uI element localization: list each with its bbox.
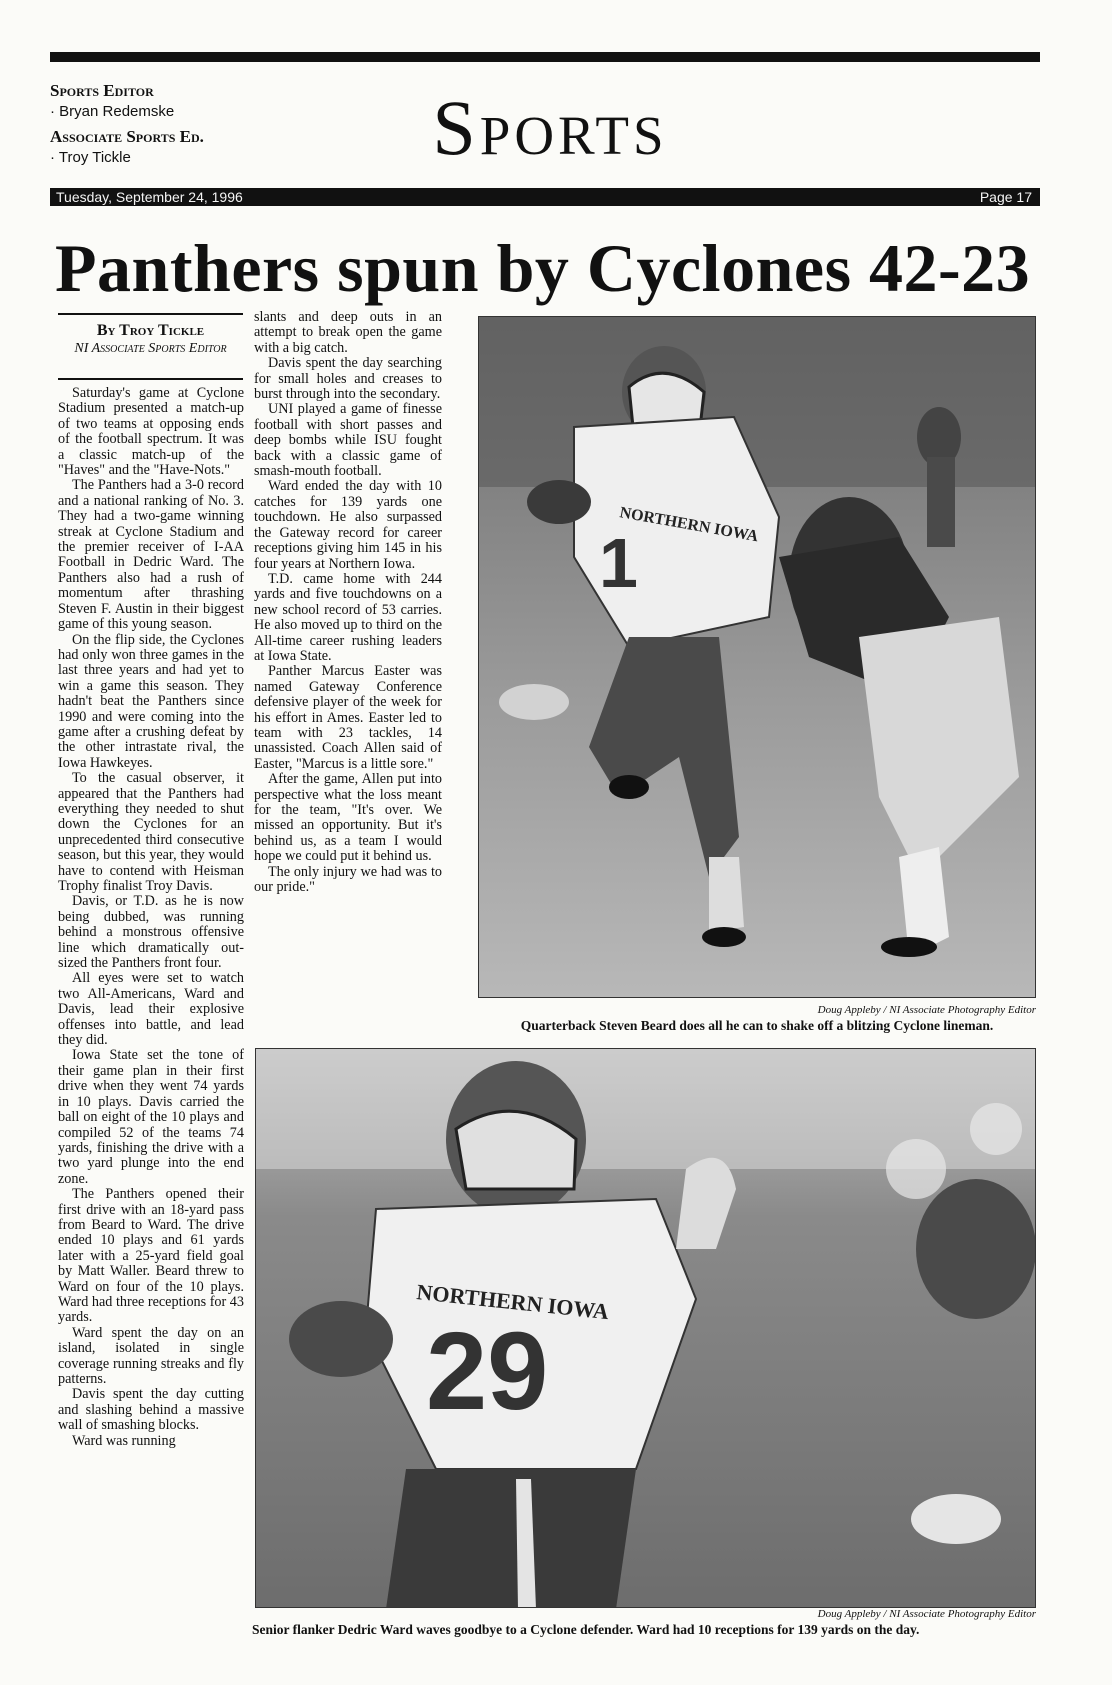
headline: Panthers spun by Cyclones 42-23: [55, 230, 1031, 306]
sports-editor-role: Sports Editor: [50, 81, 154, 100]
byline-author: By Troy Tickle: [96, 322, 205, 339]
associate-editor-role: Associate Sports Ed.: [50, 127, 204, 146]
photo2-credit: Doug Appleby / NI Associate Photography Editor: [817, 1608, 1036, 1620]
photo-flanker: [255, 1048, 1036, 1608]
article-paragraph: Davis, or T.D. as he is now being dubbed, was running behind a monstrous offensive line which dramatically out-sized the Panthers front four.: [58, 893, 244, 972]
article-paragraph: On the flip side, the Cyclones had only won three games in the last three years and had yet to win a game this season. They hadn't beat the Panthers since 1990 and were coming into the game after a crushing defeat by the other intrastate rival, the Iowa Hawkeyes.: [58, 631, 244, 771]
byline-rule-top: [58, 313, 243, 315]
article-paragraph: After the game, Allen put into perspective what the loss meant for the team, "It's over. We missed an opportunity. But it's behind us, as a team I would hope we could put it behind us.: [254, 771, 442, 865]
issue-date: Tuesday, September 24, 1996: [56, 189, 243, 205]
article-paragraph: UNI played a game of finesse football with short passes and deep bombs while ISU fought back with a classic game of smash-mouth football.: [254, 401, 442, 480]
top-rule: [50, 52, 1040, 62]
article-column-2: [254, 310, 442, 895]
article-paragraph: All eyes were set to watch two All-Americans, Ward and Davis, lead their explosive offenses into battle, and lead they did.: [58, 970, 244, 1049]
masthead-editors: [50, 80, 310, 168]
article-paragraph: T.D. came home with 244 yards and five touchdowns on a new school record of 53 carries. He also moved up to third on the All-time career rushing leaders at Iowa State.: [254, 570, 442, 664]
article-paragraph: The Panthers opened their first drive with an 18-yard pass from Beard to Ward. The drive ended 10 plays and 61 yards later with a 25-yard field goal by Matt Waller. Beard threw to Ward on four of the 10 plays. Ward had three receptions for 43 yards.: [58, 1186, 244, 1326]
article-paragraph: Ward spent the day on an island, isolated in single coverage running streaks and fly patterns.: [58, 1324, 244, 1387]
article-paragraph: Iowa State set the tone of their game plan in their first drive when they went 74 yards in 10 plays. Davis carried the ball on eight of the 10 plays and compiled 52 of the teams 74 yards, finishing the drive with a two yard plunge into the end zone.: [58, 1047, 244, 1187]
date-bar: [50, 188, 1040, 206]
article-paragraph: The Panthers had a 3-0 record and a national ranking of No. 3. They had a two-game winning streak at Cyclone Stadium and the premier receiver of I-AA Football in Dedric Ward. The Panthers also had a rush of momentum after thrashing Steven F. Austin in their biggest game of this young season.: [58, 477, 244, 633]
article-paragraph: Davis spent the day searching for small holes and creases to burst through into the secondary.: [254, 355, 442, 403]
byline-title: NI Associate Sports Editor: [74, 341, 227, 356]
article-paragraph: Ward ended the day with 10 catches for 139 yards one touchdown. He also surpassed the Gateway record for career receptions giving him 145 in his four years at Northern Iowa.: [254, 478, 442, 572]
article-paragraph: The only injury we had was to our pride.": [254, 863, 442, 896]
article-paragraph: Ward was running: [72, 1432, 176, 1449]
byline-rule-bottom: [58, 378, 243, 380]
article-paragraph: Panther Marcus Easter was named Gateway Conference defensive player of the week for his effort in Ames. Easter led to team with 23 tackles, 14 unassisted. Coach Allen said of Easter, "Marcus is a little sore.": [254, 663, 442, 772]
article-paragraph: To the casual observer, it appeared that the Panthers had everything they needed to shut down the Cyclones for an unprecedented third consecutive season, but this year, they would have to contend with Heisman Trophy finalist Troy Davis.: [58, 770, 244, 894]
associate-editor-name: · Troy Tickle: [50, 149, 131, 166]
jersey-text-1: NORTHERN IOWA: [618, 504, 760, 546]
byline: [58, 322, 243, 357]
page-number: Page 17: [979, 189, 1032, 205]
article-paragraph: Davis spent the day cutting and slashing behind a massive wall of smashing blocks.: [58, 1386, 244, 1434]
photo-quarterback-image: [479, 317, 1036, 998]
sports-editor-name: · Bryan Redemske: [50, 103, 175, 120]
article-paragraph: slants and deep outs in an attempt to break open the game with a big catch.: [254, 309, 442, 356]
article-column-1: [58, 386, 244, 1449]
jersey-number-1: 1: [599, 524, 638, 602]
photo-quarterback: [478, 316, 1036, 998]
photo2-caption: Senior flanker Dedric Ward waves goodbye to a Cyclone defender. Ward had 10 receptions for 139 yards on the day.: [252, 1622, 920, 1637]
jersey-number-2: 29: [426, 1310, 549, 1433]
section-title: Sports: [432, 84, 668, 171]
photo-flanker-image: [256, 1049, 1036, 1608]
article-paragraph: Saturday's game at Cyclone Stadium presented a match-up of two teams at opposing ends of the football spectrum. It was a classic match-up of the "Haves" and the "Have-Nots.": [58, 385, 244, 479]
photo1-caption: Quarterback Steven Beard does all he can to shake off a blitzing Cyclone lineman.: [520, 1018, 994, 1033]
photo1-credit: Doug Appleby / NI Associate Photography Editor: [817, 1004, 1036, 1016]
jersey-text-2: NORTHERN IOWA: [415, 1279, 611, 1325]
